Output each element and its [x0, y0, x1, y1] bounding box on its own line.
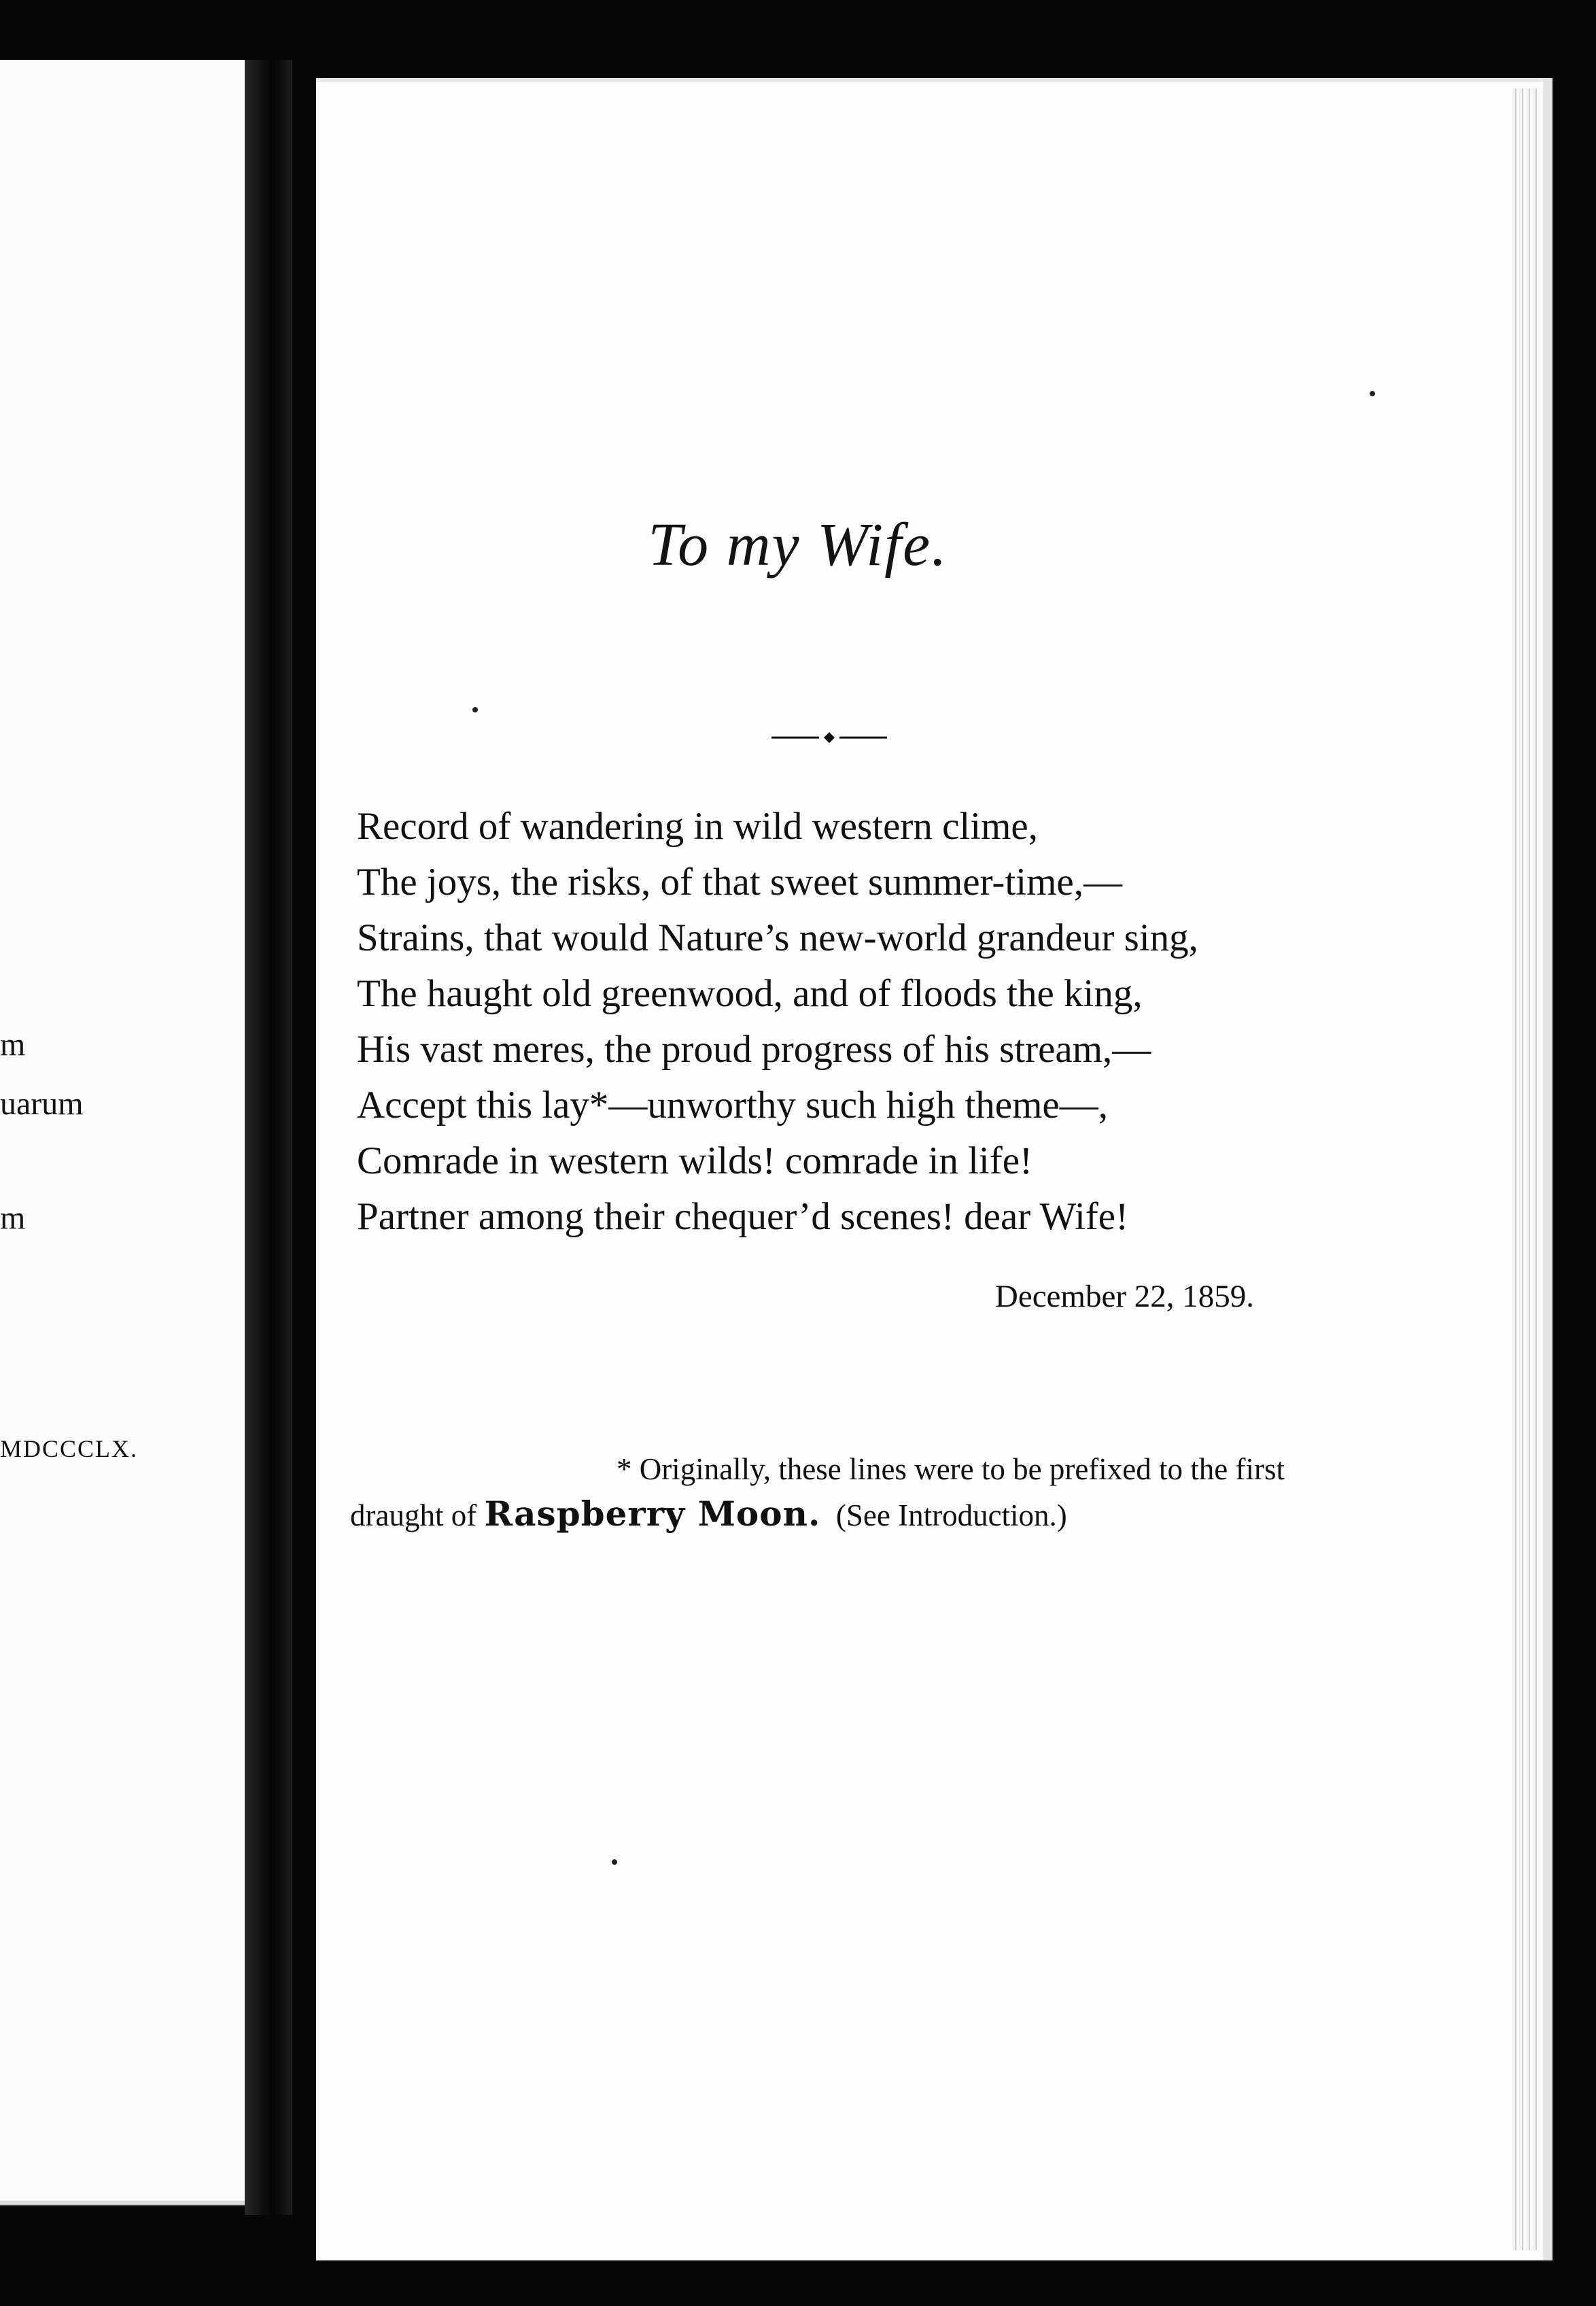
poem-line: The haught old greenwood, and of floods the king,: [357, 972, 1143, 1015]
poem: [357, 799, 1342, 1245]
footnote-suffix: (See Introduction.): [820, 1498, 1067, 1532]
page-edge: [1512, 88, 1540, 2250]
footnote: [350, 1447, 1288, 1538]
left-page: [0, 60, 285, 2205]
left-page-fragment: m: [0, 1200, 26, 1236]
paper-speck: [1370, 391, 1375, 396]
paper-speck: [472, 707, 478, 712]
left-page-fragment: MDCCCLX.: [0, 1435, 139, 1462]
page-title: To my Wife.: [648, 511, 948, 579]
poem-line: Accept this lay*—unworthy such high theme—,: [357, 1084, 1108, 1126]
poem-line: Strains, that would Nature’s new-world grandeur sing,: [357, 916, 1198, 959]
book-title: Raspberry Moon.: [484, 1494, 821, 1534]
left-page-fragment: uarum: [0, 1086, 84, 1122]
ornament-rule-icon: [771, 731, 887, 744]
footnote-line: [350, 1492, 1288, 1538]
poem-line: His vast meres, the proud progress of his stream,—: [357, 1028, 1151, 1071]
left-page-fragment: m: [0, 1027, 26, 1063]
poem-line: The joys, the risks, of that sweet summer-time,—: [357, 861, 1122, 904]
poem-line: Partner among their chequer’d scenes! dear Wife!: [357, 1195, 1129, 1238]
footnote-prefix: draught of: [350, 1498, 485, 1532]
poem-line: Comrade in western wilds! comrade in life!: [357, 1139, 1033, 1182]
poem-date: December 22, 1859.: [994, 1279, 1254, 1314]
book-spine: [245, 60, 292, 2215]
footnote-line: * Originally, these lines were to be prefixed to the first: [616, 1452, 1285, 1486]
paper-speck: [612, 1859, 617, 1865]
poem-line: Record of wandering in wild western clime,: [357, 805, 1038, 848]
